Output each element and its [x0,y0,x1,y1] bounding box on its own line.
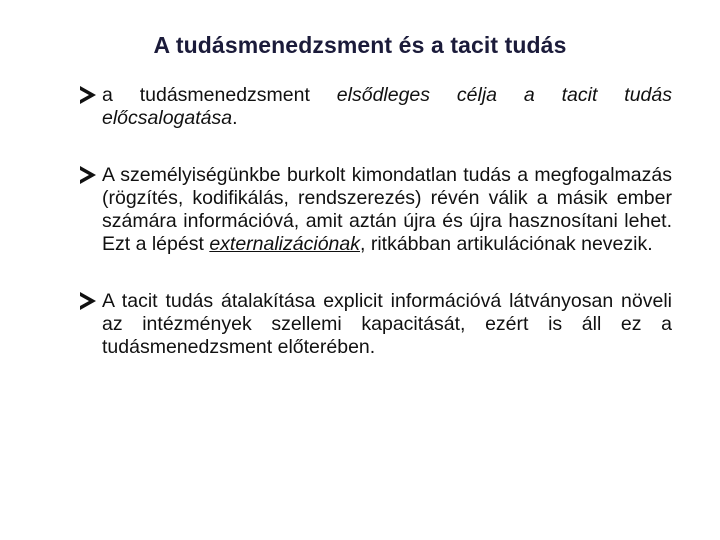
bullet-item-3 [78,290,672,359]
slide-title [0,32,720,59]
arrow-bullet-icon [78,165,98,185]
bullet-list [78,84,672,359]
bullet-3-text: A tacit tudás átalakítása explicit információvá látványosan növeli az intézmények szellemi kapacitását, ezért is áll ez a tudásmenedzsment előterében. [102,290,672,358]
bullet-1-text-plain: a tudásmenedzsment [102,84,337,106]
slide-title-text: A tudásmenedzsment és a tacit tudás [153,32,567,58]
bullet-item-2 [78,164,672,256]
arrow-bullet-icon [78,291,98,311]
bullet-2-text-plain: A személyiségünkbe burkolt kimondatlan tudás a megfogalmazás (rögzítés, kodifikálás, rendszerezés) révén válik a másik ember számára információvá, amit aztán újra és újra hasznosítani lehet. Ezt a lépést [102,164,672,255]
bullet-item-1 [78,84,672,130]
arrow-bullet-icon [78,85,98,105]
bullet-2-text-end: , ritkábban artikulációnak nevezik. [359,233,653,255]
bullet-2-term-externalization: externalizációnak [209,233,360,255]
bullet-1-text-end: . [232,107,238,129]
bullet-1-text-italic: elsődleges célja a tacit tudás előcsalogatása [102,84,672,129]
